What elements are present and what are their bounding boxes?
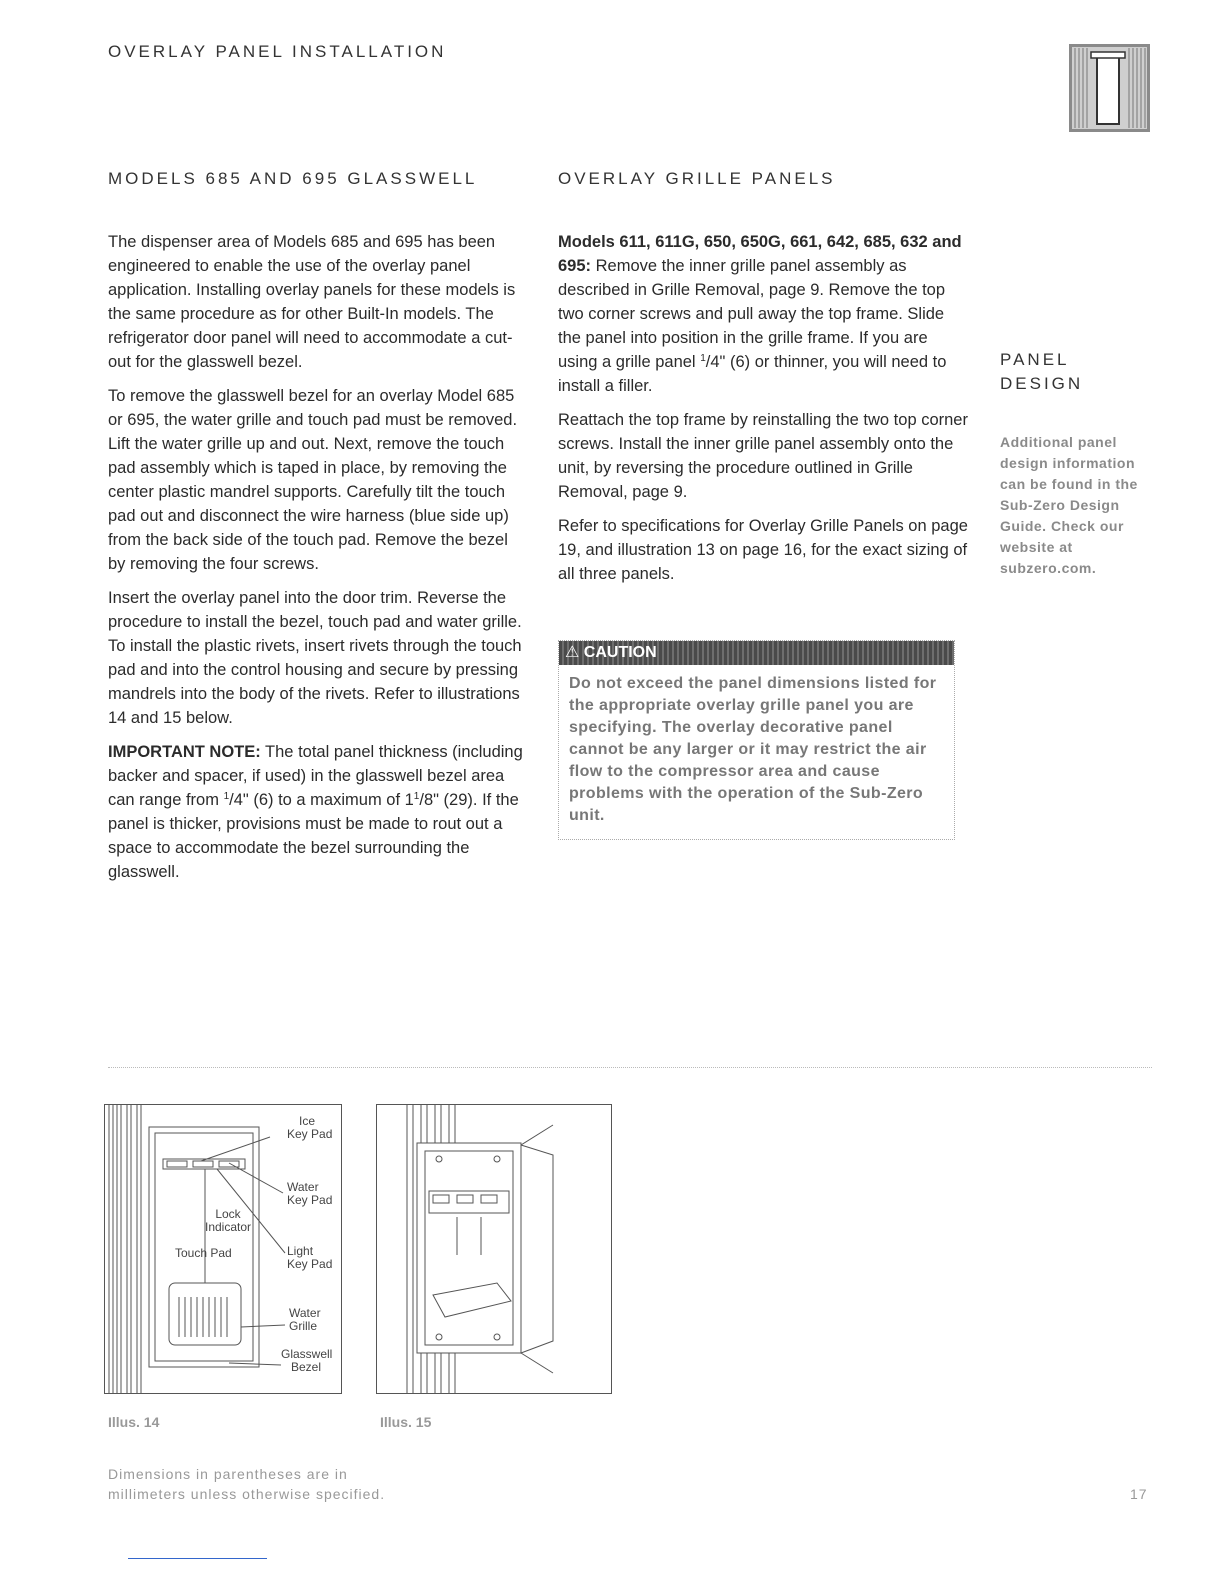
label-light-key-pad: Light Key Pad <box>287 1244 333 1271</box>
warning-icon: ⚠ <box>565 644 580 661</box>
label-water-grille: Water Grille <box>289 1306 321 1333</box>
illustration-14 <box>104 1104 342 1394</box>
grille-section <box>558 230 970 596</box>
caption-illus-15: Illus. 15 <box>380 1414 432 1430</box>
important-note: IMPORTANT NOTE: The total panel thickness (including backer and spacer, if used) in the glasswell bezel area can range from $^1$/4" (6) to a maximum of $1^1/8$" (29). If the panel is thicker, provisions must be made to rout out a space to accommodate the bezel surrounding the glasswell. <box>108 743 523 881</box>
glasswell-paragraph-1: The dispenser area of Models 685 and 695 has been engineered to enable the use of the overlay panel application. Installing overlay panels for these models is the same procedure as for other Built-In models. The refrigerator door panel will need to accommodate a cut-out for the glasswell bezel. <box>108 233 516 371</box>
section-divider <box>108 1067 1152 1068</box>
section-heading-grille: OVERLAY GRILLE PANELS <box>558 169 836 188</box>
sub-zero-fridge-icon <box>1069 44 1150 132</box>
sidebar-note: Additional panel design information can be found in the Sub-Zero Design Guide. Check our website at subzero.com. <box>1000 434 1138 576</box>
page-title: OVERLAY PANEL INSTALLATION <box>108 42 447 61</box>
label-glasswell-bezel: Glasswell Bezel <box>281 1347 333 1374</box>
caution-bar <box>559 641 954 665</box>
illustration-15 <box>376 1104 612 1394</box>
important-note-label: IMPORTANT NOTE: <box>108 743 261 761</box>
glasswell-section <box>108 230 526 894</box>
label-ice-key-pad: Ice Key Pad <box>287 1114 333 1141</box>
grille-paragraph-1: Models 611, 611G, 650, 650G, 661, 642, 685, 632 and 695: Remove the inner grille panel assembly as described in Grille Removal, page 9. Remove the top two corner screws and pull away the top frame. Slide the panel into position in the grille frame. If you are using a grille panel $^1$/4" (6) or thinner, you will need to install a filler. <box>558 233 962 395</box>
grille-paragraph-2: Reattach the top frame by reinstalling the two top corner screws. Install the inner grille panel assembly onto the unit, by reversing the procedure outlined in Grille Removal, page 9. <box>558 411 968 501</box>
footer-note: Dimensions in parentheses are in millimeters unless otherwise specified. <box>108 1466 386 1502</box>
grille-paragraph-3: Refer to specifications for Overlay Grille Panels on page 19, and illustration 13 on page 16, for the exact sizing of all three panels. <box>558 517 968 583</box>
grille-models: Models 611, 611G, 650, 650G, 661, 642, 685, 632 and 695: <box>558 233 962 275</box>
footer-rule <box>128 1558 267 1559</box>
caption-illus-14: Illus. 14 <box>108 1414 160 1430</box>
caution-text: Do not exceed the panel dimensions listed for the appropriate overlay grille panel you are specifying. The overlay decorative panel cannot be any larger or it may restrict the air flow to the compressor area and cause problems with the operation of the Sub-Zero unit. <box>569 675 937 824</box>
label-water-key-pad: Water Key Pad <box>287 1180 333 1207</box>
label-lock-indicator: Lock Indicator <box>205 1207 252 1234</box>
glasswell-paragraph-2: To remove the glasswell bezel for an overlay Model 685 or 695, the water grille and touch pad must be removed. Lift the water grille up and out. Next, remove the touch pad assembly which is taped in place, by removing the center plastic mandrel supports. Carefully tilt the touch pad out and disconnect the wire harness (blue side up) from the back side of the touch pad. Remove the bezel by removing the four screws. <box>108 387 518 573</box>
caution-label: CAUTION <box>583 644 657 661</box>
caution-box <box>558 640 955 840</box>
glasswell-paragraph-3: Insert the overlay panel into the door trim. Reverse the procedure to install the bezel, touch pad and water grille. To install the plastic rivets, insert rivets through the touch pad and into the control housing and secure by pressing mandrels into the body of the rivets. Refer to illustrations 14 and 15 below. <box>108 589 522 727</box>
section-heading-glasswell: MODELS 685 AND 695 GLASSWELL <box>108 169 478 188</box>
sidebar-heading: PANEL DESIGN <box>1000 350 1084 393</box>
page-number: 17 <box>1130 1486 1148 1502</box>
label-touch-pad: Touch Pad <box>175 1246 232 1260</box>
